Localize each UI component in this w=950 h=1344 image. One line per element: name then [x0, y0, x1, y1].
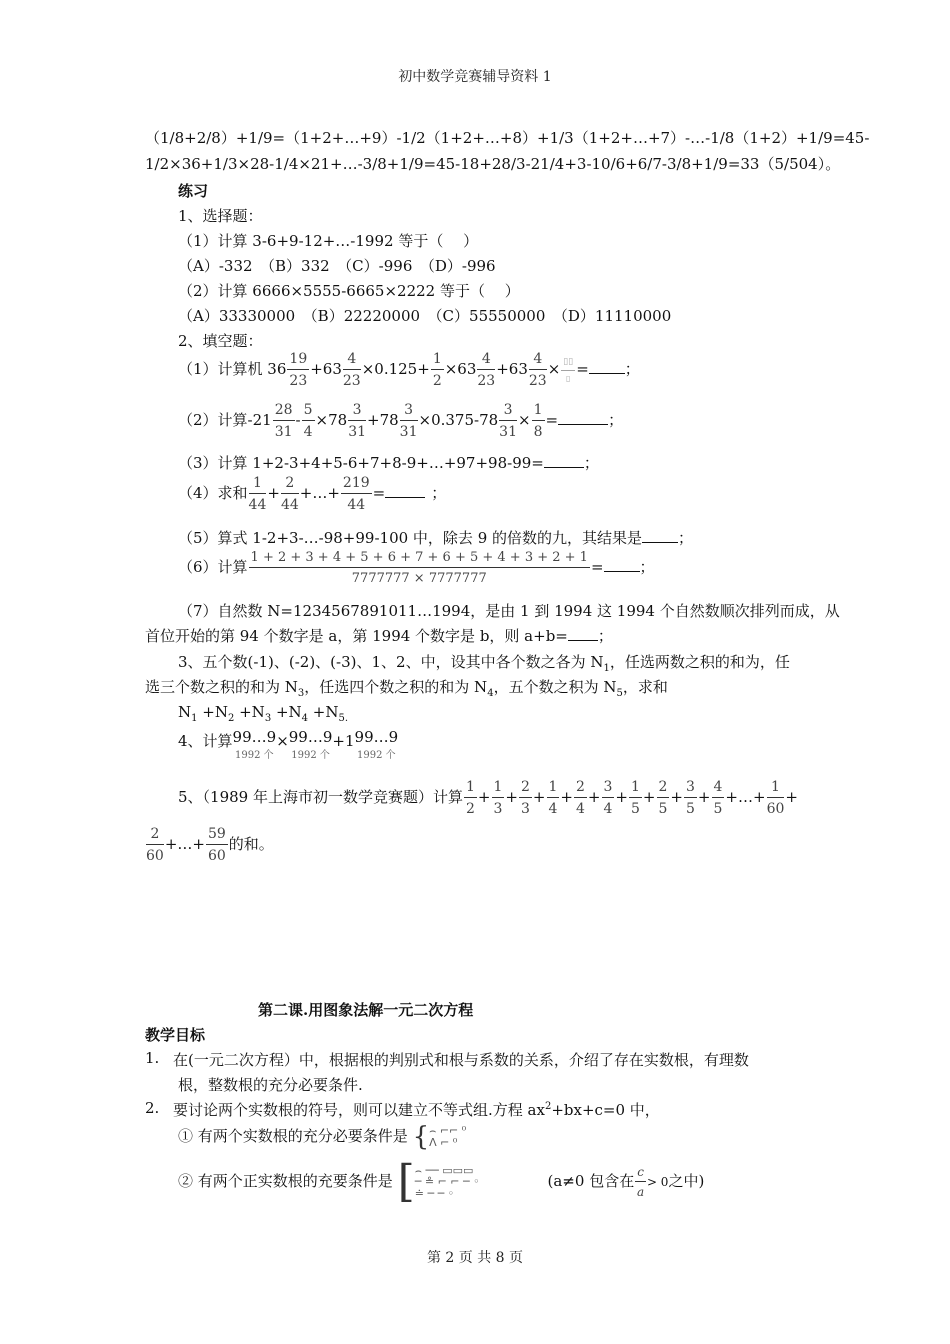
fraction	[343, 352, 361, 388]
fill-q5	[178, 527, 693, 548]
denominator: 2	[466, 801, 475, 817]
punct: ；	[431, 484, 447, 502]
numerator: 3	[499, 403, 517, 421]
operator: ×	[547, 360, 561, 378]
denominator: 7777777 × 7777777	[351, 571, 487, 586]
numerator: 2	[519, 780, 532, 798]
goal-1-line-1: 在(一元二次方程）中，根据根的判别式和根与系数的关系，介绍了存在实数根，有理数	[173, 1051, 749, 1069]
fraction	[635, 1166, 646, 1198]
numerator: c	[635, 1166, 646, 1182]
fraction	[492, 780, 505, 816]
fraction	[348, 403, 366, 439]
punct: ；	[583, 454, 599, 472]
condition-2-text: ② 有两个正实数根的充要条件是	[178, 1172, 393, 1190]
fraction	[602, 780, 615, 816]
problem-3-text: ，求和	[622, 678, 668, 696]
numerator: 3	[400, 403, 418, 421]
digit-count: 1992 个	[357, 750, 396, 761]
numerator: 3	[684, 780, 697, 798]
operator: ×0.375-78	[418, 411, 499, 429]
denominator: 5	[658, 801, 668, 817]
problem-4	[178, 730, 398, 761]
numerator: 19	[287, 352, 309, 370]
numerator: 4	[712, 780, 725, 798]
fill-q5-text: （5）算式 1-2+3-…-98+99-100 中，除去 9 的倍数的九，其结果是	[178, 529, 643, 547]
fill-q7-line-1: （7）自然数 N=1234567891011…1994，是由 1 到 1994 这 1994 个自然数顺次排列而成，从	[178, 602, 840, 620]
fraction	[146, 827, 164, 863]
numerator: 1 + 2 + 3 + 4 + 5 + 6 + 7 + 6 + 5 + 4 + 3 + 2 + 1	[249, 551, 590, 568]
fraction	[767, 780, 785, 816]
digit-count: 1992 个	[291, 750, 330, 761]
problem-5-line-1	[178, 780, 798, 816]
fraction	[532, 403, 545, 439]
denominator: 31	[348, 424, 367, 440]
numerator: 3	[602, 780, 615, 798]
punct: ；	[597, 627, 613, 645]
fill-q4-prefix: （4）求和	[178, 484, 248, 502]
fraction	[341, 476, 372, 512]
denominator: 3	[493, 801, 503, 817]
condition-2	[178, 1156, 705, 1207]
answer-blank[interactable]	[568, 639, 598, 641]
denominator: 5	[631, 801, 640, 817]
fill-q2	[178, 403, 623, 439]
fraction	[657, 780, 670, 816]
operator: +…+	[164, 835, 205, 853]
fill-q6-prefix: （6）计算	[178, 558, 248, 576]
operator: +	[587, 788, 601, 806]
fraction	[302, 403, 315, 439]
goal-2-text: 要讨论两个实数根的符号，则可以建立不等式组.方程 $ax^2+bx+c=0$ 中，	[173, 1101, 660, 1119]
operator: ×	[518, 411, 531, 429]
equals: =	[545, 411, 559, 429]
denominator: 44	[347, 497, 366, 513]
numerator: 4	[477, 352, 495, 370]
fraction	[249, 551, 590, 585]
denominator: 31	[274, 424, 293, 440]
answer-blank[interactable]	[385, 496, 425, 498]
denominator: 60	[146, 848, 164, 864]
digit-count: 1992 个	[235, 750, 274, 761]
fraction	[477, 352, 495, 388]
fraction-sequence	[463, 779, 725, 817]
denominator: 31	[499, 424, 517, 440]
denominator: 3	[521, 801, 530, 817]
denominator: 31	[399, 424, 418, 440]
equals: =	[590, 558, 604, 576]
garbled-system-icon: ⌢ ⌐⌐ ⁰ ᐱ ⌐ ⁰	[429, 1124, 467, 1149]
denominator: 8	[533, 424, 543, 440]
operator: +1	[332, 732, 355, 750]
fraction	[529, 352, 547, 388]
fill-q1-prefix: （1）计算机 36	[178, 360, 287, 378]
numerator: 1	[767, 780, 785, 798]
fraction	[519, 780, 532, 816]
fraction	[499, 403, 517, 439]
goal-2-number: 2.	[145, 1099, 160, 1117]
fraction	[206, 827, 228, 863]
numerator: 1	[547, 780, 560, 798]
punct: ；	[624, 360, 640, 378]
fill-q2-prefix: （2）计算-21	[178, 411, 272, 429]
operator: +	[642, 788, 656, 806]
condition-2-note: (a≠0 包含在	[547, 1172, 635, 1190]
numerator: 3	[348, 403, 366, 421]
denominator: 5	[686, 801, 695, 817]
garbled-fraction-icon: $\frac{▯▯}{▯}$	[563, 356, 574, 383]
problem-3-text: ，任选两数之积的和为，任	[609, 653, 790, 671]
denominator: 4	[303, 424, 313, 440]
denominator: 60	[207, 848, 226, 864]
fill-q3	[178, 452, 599, 473]
operator: +…+	[725, 788, 766, 806]
condition-2-note-end: 之中)	[668, 1172, 705, 1190]
operator: +	[615, 788, 628, 806]
numerator: 28	[273, 403, 295, 421]
denominator: 4	[576, 801, 585, 817]
fraction	[400, 403, 418, 439]
numerator: 59	[206, 827, 228, 845]
operator: +	[505, 788, 518, 806]
operator: ×0.125+	[361, 360, 430, 378]
equals: =	[576, 360, 589, 378]
answer-blank[interactable]	[558, 423, 608, 425]
operator: +…+	[299, 484, 340, 502]
nines: 99…9	[354, 728, 399, 746]
answer-blank[interactable]	[589, 372, 625, 374]
numerator: 2	[574, 780, 587, 798]
condition-1-text: ① 有两个实数根的充分必要条件是	[178, 1127, 408, 1145]
punct: ；	[608, 411, 624, 429]
intro-line-2: 1/2×36+1/3×28-1/4×21+…-3/8+1/9=45-18+28/3-21/4+3-10/6+6/7-3/8+1/9=33（5/504）。	[145, 155, 841, 173]
denominator: 4	[548, 801, 558, 817]
numerator: 2	[281, 476, 299, 494]
operator: +63	[310, 360, 342, 378]
operator: ×63	[444, 360, 477, 378]
numerator: 1	[629, 780, 642, 798]
problem-5-prefix: 5、（1989 年上海市初一数学竞赛题）计算	[178, 788, 463, 806]
numerator: 5	[302, 403, 315, 421]
denominator: 44	[248, 497, 267, 513]
problem-3-sum: $N_1 +N_2 +N_3 +N_4 +N_{5.}$	[178, 703, 349, 724]
fraction	[547, 780, 560, 816]
problem-3-text: 3、五个数(-1)、(-2)、(-3)、1、2、中，设其中各个数之各为 N	[178, 653, 604, 671]
goal-2-text-a: 要讨论两个实数根的符号，则可以建立不等式组.方程 ax	[173, 1101, 545, 1119]
problem-3-line-1: 3、五个数(-1)、(-2)、(-3)、1、2、中，设其中各个数之各为 $N_1$，任选两数之积的和为，任	[178, 653, 790, 674]
practice-title: 练习	[178, 182, 209, 200]
denominator: 23	[477, 373, 496, 389]
punct: ；	[639, 558, 655, 576]
denominator: 23	[289, 373, 308, 389]
nines-term	[355, 730, 399, 761]
choice-heading: 1、选择题：	[178, 207, 263, 225]
operator: ×	[276, 732, 289, 750]
page-footer: 第 2 页 共 8 页	[426, 1250, 524, 1266]
nines: 99…9	[288, 728, 333, 746]
goal-1-line-2: 根，整数根的充分必要条件.	[178, 1076, 363, 1094]
fraction	[684, 780, 697, 816]
numerator: 1	[431, 352, 444, 370]
problem-3-text: ，任选四个数之积的和为 N	[304, 678, 488, 696]
nines: 99…9	[232, 728, 277, 746]
nines-term	[233, 730, 277, 761]
fraction	[629, 780, 642, 816]
denominator: 60	[766, 801, 785, 817]
problem-4-prefix: 4、计算	[178, 732, 233, 750]
denominator: 5	[713, 801, 723, 817]
lesson-title: 第二课.用图象法解一元二次方程	[258, 1001, 474, 1019]
fill-q3-text: （3）计算 1+2-3+4+5-6+7+8-9+…+97+98-99=	[178, 454, 544, 472]
fraction	[281, 476, 299, 512]
nines-term	[289, 730, 333, 761]
operator: -	[295, 411, 301, 429]
fraction	[464, 780, 477, 816]
punct: ；	[678, 529, 694, 547]
goal-2-text-b: +bx+c=0 中，	[551, 1101, 660, 1119]
numerator: 1	[464, 780, 477, 798]
numerator: 4	[529, 352, 547, 370]
problem-5-end: 的和。	[228, 835, 274, 853]
denominator: a	[636, 1185, 645, 1199]
operator: +78	[367, 411, 399, 429]
operator: +	[532, 788, 546, 806]
equals: =	[372, 484, 386, 502]
operator: +	[785, 788, 798, 806]
denominator: 23	[342, 373, 361, 389]
answer-blank[interactable]	[604, 570, 640, 572]
fill-q6	[178, 551, 655, 585]
choice-q1: （1）计算 3-6+9-12+…-1992 等于（ ）	[178, 232, 479, 250]
fraction	[712, 780, 725, 816]
operator: ×78	[315, 411, 348, 429]
numerator: 1	[249, 476, 267, 494]
denominator: 4	[603, 801, 613, 817]
problem-5-line-2	[145, 827, 274, 863]
operator: +	[477, 788, 491, 806]
fill-q1	[178, 352, 640, 388]
goals-heading: 教学目标	[145, 1026, 206, 1044]
fraction	[574, 780, 587, 816]
brace-icon: {	[412, 1122, 430, 1152]
answer-blank[interactable]	[544, 466, 584, 468]
numerator: 2	[657, 780, 670, 798]
fill-q7-text: 首位开始的第 94 个数字是 a，第 1994 个数字是 b，则 a+b=	[145, 627, 568, 645]
operator: +	[560, 788, 573, 806]
denominator: 2	[432, 373, 442, 389]
operator: +63	[496, 360, 528, 378]
fill-q4	[178, 476, 446, 512]
fill-heading: 2、填空题：	[178, 332, 263, 350]
inequality: > 0	[646, 1175, 669, 1189]
numerator: 4	[343, 352, 361, 370]
goal-1-number: 1.	[145, 1049, 160, 1067]
numerator: 219	[341, 476, 372, 494]
choice-q2: （2）计算 6666×5555-6665×2222 等于（ ）	[178, 282, 520, 300]
denominator: 44	[280, 497, 299, 513]
fraction	[249, 476, 267, 512]
denominator: 23	[528, 373, 547, 389]
operator: +	[670, 788, 683, 806]
fraction	[431, 352, 444, 388]
operator: +	[697, 788, 711, 806]
problem-3-text: 选三个数之积的和为 N	[145, 678, 298, 696]
choice-q1-options: （A）-332 （B）332 （C）-996 （D）-996	[178, 257, 496, 275]
garbled-system-icon: ⌢ ── ▭▭▭ ─ ≗ ⌐ ⌐ ─ ◦ ≐ ─ ─ ◦	[414, 1163, 480, 1200]
answer-blank[interactable]	[642, 541, 678, 543]
intro-line-1: （1/8+2/8）+1/9=（1+2+…+9）-1/2（1+2+…+8）+1/3（1+2+…+7）-…-1/8（1+2）+1/9=45-	[145, 129, 870, 147]
problem-3-line-2: 选三个数之积的和为 $N_3$，任选四个数之积的和为 $N_4$，五个数之积为 $N_5$，求和	[145, 678, 668, 699]
choice-q2-options: （A）33330000 （B）22220000 （C）55550000 （D）11110000	[178, 307, 672, 325]
numerator: 1	[492, 780, 505, 798]
fill-q7-line-2	[145, 625, 613, 646]
brace-icon: [	[397, 1156, 415, 1207]
fraction	[273, 403, 295, 439]
numerator: 2	[146, 827, 164, 845]
page-header: 初中数学竞赛辅导资料 1	[398, 69, 552, 85]
numerator: 1	[532, 403, 545, 421]
problem-3-text: ，五个数之积为 N	[493, 678, 617, 696]
condition-1	[178, 1124, 466, 1150]
operator: +	[267, 484, 280, 502]
fraction	[287, 352, 309, 388]
